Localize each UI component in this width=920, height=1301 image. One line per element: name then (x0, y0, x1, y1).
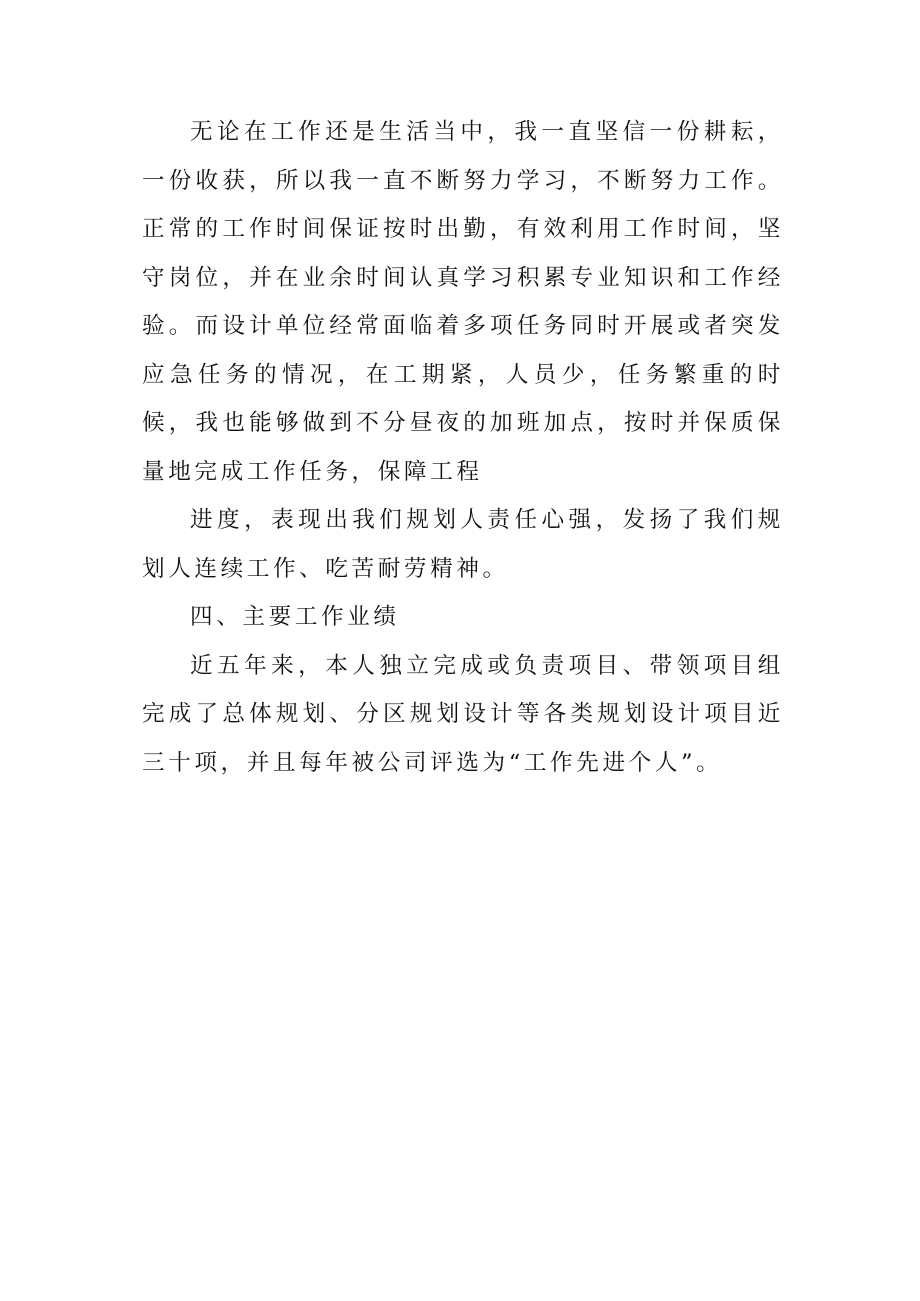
document-body (142, 108, 784, 787)
paragraph-work-attitude: 无论在工作还是生活当中，我一直坚信一份耕耘，一份收获，所以我一直不断努力学习，不断努力工作。正常的工作时间保证按时出勤，有效利用工作时间，坚守岗位，并在业余时间认真学习积累专业知识和工作经验。而设计单位经常面临着多项任务同时开展或者突发应急任务的情况，在工期紧，人员少，任务繁重的时候，我也能够做到不分昼夜的加班加点，按时并保质保量地完成工作任务，保障工程 (142, 119, 784, 485)
section-heading-achievements: 四、主要工作业绩 (190, 604, 400, 630)
paragraph-achievements: 近五年来，本人独立完成或负责项目、带领项目组完成了总体规划、分区规划设计等各类规划设计项目近三十项，并且每年被公司评选为“工作先进个人”。 (142, 652, 784, 776)
paragraph-progress: 进度，表现出我们规划人责任心强，发扬了我们规划人连续工作、吃苦耐劳精神。 (142, 507, 784, 582)
